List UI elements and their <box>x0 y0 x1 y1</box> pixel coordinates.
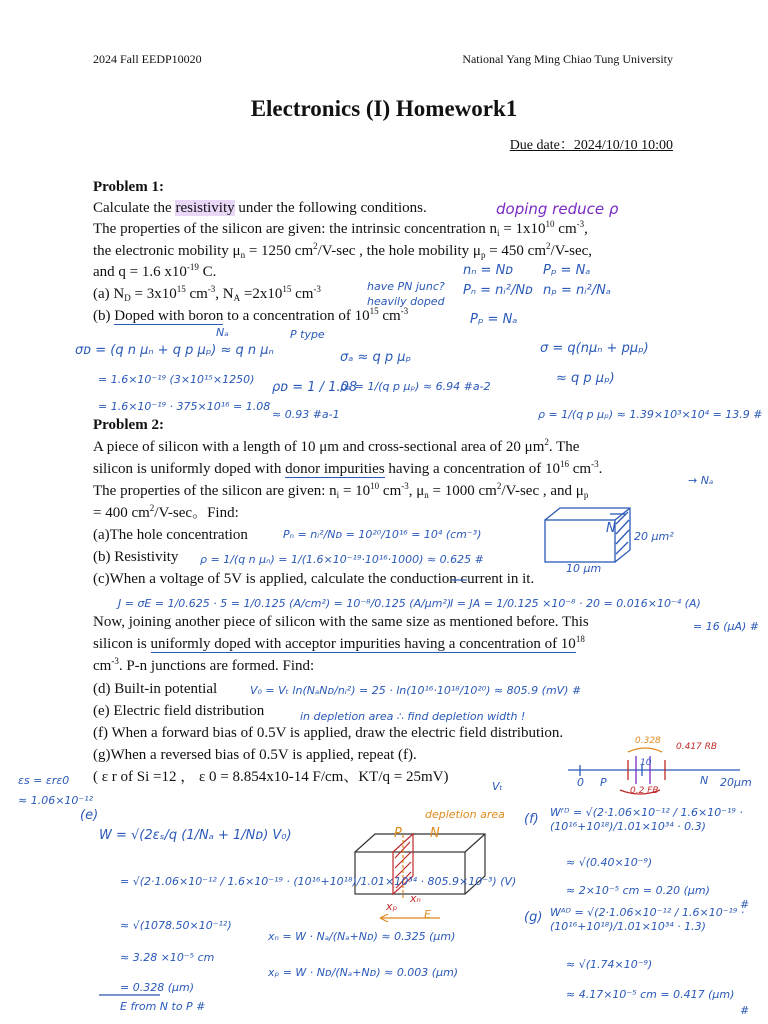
block-label-n: N <box>606 521 616 536</box>
diagram-label-xn: xₙ <box>410 892 421 905</box>
problem-2-line-6: silicon is uniformly doped with acceptor impurities having a concentration of $10^{18}$ <box>93 634 585 652</box>
block-area: 20 μm² <box>634 530 674 543</box>
calc-built-in: V₀ = Vₜ ln(NₐNᴅ/nᵢ²) = 25 · ln(10¹⁶·10¹⁸/10²⁰) ≈ 805.9 (mV) # <box>250 684 582 697</box>
problem-2-constants: ( ε r of Si =12 ， ε 0 = 8.854x10-14 F/cm、KT/q = 25mV) <box>93 769 449 785</box>
course-header: 2024 Fall EEDP10020 <box>93 52 202 66</box>
calc-width-f: Wᶠᴰ = √(2·1.06×10⁻¹² / 1.6×10⁻¹⁹ · (10¹⁶+10¹⁸)/1.01×10³⁴ · 0.3) <box>550 806 743 834</box>
calc-sigma-d-2: = 1.6×10⁻¹⁹ (3×10¹⁵×1250) <box>98 373 255 386</box>
diagram-label-e: E <box>424 908 431 921</box>
problem-1-part-b: (b) Doped with boron to a concentration of $10^{15}$ $cm^{-3}$ <box>93 306 409 324</box>
note-doping: doping reduce ρ <box>496 200 619 218</box>
problem-2-line-2: silicon is uniformly doped with donor impurities having a concentration of $10^{16}$ $cm^{-3}$. <box>93 459 603 477</box>
axis-label-0328: 0.328 <box>635 736 661 746</box>
problem-2-part-g: (g)When a reversed bias of 0.5V is applied, repeat (f). <box>93 747 417 763</box>
part-g-tag: (g) <box>524 910 543 925</box>
note-eps-2: ≈ 1.06×10⁻¹² <box>18 794 94 807</box>
problem-2-part-f: (f) When a forward bias of 0.5V is applied, draw the electric field distribution. <box>93 725 564 741</box>
axis-label-0417: 0.417 RB <box>676 742 718 752</box>
problem-2-line-1: A piece of silicon with a length of 10 μm and cross-sectional area of 20 $\mu m^2$. The <box>93 437 580 455</box>
calc-resistivity: ρ = 1/(q n μₙ) = 1/(1.6×10⁻¹⁹·10¹⁶·1000) ≈ 0.625 # <box>200 553 484 566</box>
problem-1-line-3: the electronic mobility $\mu_n = 1250$ $cm^2/V-\sec$ , the hole mobility $\mu_p = 450$ $cm^2/V-\sec$, <box>93 241 593 260</box>
axis-label-n: N <box>700 774 709 787</box>
problem-2-line-5: Now, joining another piece of silicon with the same size as mentioned before. This <box>93 614 589 630</box>
block-length: 10 μm <box>566 562 602 575</box>
calc-width-f-2: ≈ √(0.40×10⁻⁹) <box>566 856 653 869</box>
label-depletion-area: depletion area <box>425 808 505 821</box>
note-pn-question: have PN junc? <box>367 280 445 293</box>
calc-current-density: J = σE = 1/0.625 · 5 = 1/0.125 (A/cm²) = 10⁻⁸/0.125 (A/μm²) <box>118 597 452 610</box>
calc-rho-a: ρₐ = 1/(q p μₚ) ≈ 6.94 #a-2 <box>340 380 491 393</box>
calc-width-e-3: ≈ √(1078.50×10⁻¹²) <box>120 919 232 932</box>
problem-1-line-4: and q = 1.6 $x10^{-19}$ C. <box>93 262 217 280</box>
diagram-label-p: P <box>394 826 402 841</box>
calc-width-g-4: # <box>740 1004 750 1017</box>
note-pp: Pₚ = Nₐ <box>543 263 591 278</box>
note-eps: εs = εrε0 <box>18 774 70 787</box>
problem-1-heading: Problem 1: <box>93 179 164 195</box>
axis-label-10: 10 <box>640 758 652 768</box>
problem-1-line-1: Calculate the resistivity under the following conditions. <box>93 200 427 216</box>
diagram-label-xp: xₚ <box>386 900 398 913</box>
calc-width-f-4: # <box>740 898 750 911</box>
part-f-tag: (f) <box>524 812 539 827</box>
calc-sigma-d: σᴅ = (q n μₙ + q p μₚ) ≈ q n μₙ <box>75 343 274 358</box>
calc-sigma-b: σ = q(nμₙ + pμₚ) <box>540 341 649 356</box>
part-e-tag: (e) <box>80 808 99 823</box>
calc-sigma-d-3: = 1.6×10⁻¹⁹ · 375×10¹⁶ = 1.08 <box>98 400 271 413</box>
note-depletion: in depletion area ∴ find depletion width ! <box>300 710 526 723</box>
axis-label-02: 0.2 FB <box>630 786 659 796</box>
note-ptype: P type <box>290 328 325 341</box>
calc-width-g-3: ≈ 4.17×10⁻⁵ cm = 0.417 (μm) <box>566 988 735 1001</box>
note-na-small: Nₐ <box>216 326 229 339</box>
note-heavily-doped: heavily doped <box>367 295 445 308</box>
problem-1-line-2: The properties of the silicon are given: the intrinsic concentration $n_i = 1x10^{10}$ $cm^{-3}$, <box>93 219 588 238</box>
problem-2-part-c: (c)When a voltage of 5V is applied, calculate the conduction current in it. <box>93 571 535 587</box>
note-nn: nₙ = Nᴅ <box>463 263 514 278</box>
calc-width-e-5: = 0.328 (μm) <box>120 981 194 994</box>
calc-width-e-2: = √(2·1.06×10⁻¹² / 1.6×10⁻¹⁹ · (10¹⁶+10¹⁸)/1.01×10³⁴ · 805.9×10⁻³) (V) <box>120 875 517 888</box>
problem-2-part-a: (a)The hole concentration <box>93 527 248 543</box>
problem-2-line-3: The properties of the silicon are given: $n_i = 10^{10}$ $cm^{-3}$, $\mu_n = 1000$ $cm^2/V-\sec$ , and $\mu_p$ <box>93 481 589 500</box>
due-date: Due date：2024/10/10 10:00 <box>509 138 673 153</box>
axis-label-20: 20μm <box>720 776 752 789</box>
calc-rho-b: ρ = 1/(q p μₚ) ≈ 1.39×10³×10⁴ = 13.9 # <box>538 408 763 421</box>
calc-field-direction: E from N to P # <box>120 1000 206 1013</box>
calc-xp: xₚ = W · Nᴅ/(Nₐ+Nᴅ) ≈ 0.003 (μm) <box>268 966 459 979</box>
calc-rho-d-2: ≈ 0.93 #a-1 <box>272 408 340 421</box>
university-header: National Yang Ming Chiao Tung University <box>462 52 673 66</box>
note-vt: Vₜ <box>492 780 503 793</box>
note-arrow-na: → Nₐ <box>688 474 714 487</box>
calc-width-g-2: ≈ √(1.74×10⁻⁹) <box>566 958 653 971</box>
calc-sigma-b-2: ≈ q p μₚ) <box>556 371 615 386</box>
page-title: Electronics (I) Homework1 <box>250 96 518 121</box>
calc-xn: xₙ = W · Nₐ/(Nₐ+Nᴅ) ≈ 0.325 (μm) <box>268 930 456 943</box>
calc-current-2: = 16 (μA) # <box>693 620 760 633</box>
problem-2-line-4: = 400 $cm^2/V-\sec$。Find: <box>93 503 239 521</box>
calc-current: I = JA = 1/0.125 ×10⁻⁸ · 20 = 0.016×10⁻⁴ (A) <box>450 597 701 610</box>
note-pn: Pₙ = nᵢ²/Nᴅ <box>463 283 533 298</box>
problem-1-part-a: (a) $N_D = 3x10^{15}$ $cm^{-3}$, $N_A =2x10^{15}$ $cm^{-3}$ <box>93 284 321 303</box>
silicon-block-sketch <box>545 508 630 562</box>
calc-hole-conc: Pₙ = nᵢ²/Nᴅ = 10²⁰/10¹⁶ = 10⁴ (cm⁻³) <box>283 528 482 541</box>
problem-2-line-7: $cm^{-3}$. P-n junctions are formed. Find: <box>93 656 315 674</box>
problem-2-part-d: (d) Built-in potential <box>93 681 218 697</box>
calc-sigma-a: σₐ ≈ q p μₚ <box>340 350 412 365</box>
calc-width-g: Wᴬᴰ = √(2·1.06×10⁻¹² / 1.6×10⁻¹⁹ · (10¹⁶+10¹⁸)/1.01×10³⁴ · 1.3) <box>550 906 745 934</box>
note-ppa: Pₚ = Nₐ <box>470 312 518 327</box>
axis-label-0: 0 <box>577 776 584 789</box>
axis-label-p: P <box>600 776 607 789</box>
note-np: nₚ = nᵢ²/Nₐ <box>543 283 611 298</box>
problem-2-heading: Problem 2: <box>93 417 164 433</box>
problem-2-part-b: (b) Resistivity <box>93 549 179 565</box>
problem-2-part-e: (e) Electric field distribution <box>93 703 265 719</box>
calc-width-e-4: ≈ 3.28 ×10⁻⁵ cm <box>120 951 215 964</box>
calc-width-f-3: ≈ 2×10⁻⁵ cm = 0.20 (μm) <box>566 884 710 897</box>
diagram-label-n: N <box>430 826 440 841</box>
calc-width-e: W = √(2εₛ/q (1/Nₐ + 1/Nᴅ) V₀) <box>99 828 292 843</box>
calc-rho-d: ρᴅ = 1 / 1.08 <box>272 380 358 395</box>
